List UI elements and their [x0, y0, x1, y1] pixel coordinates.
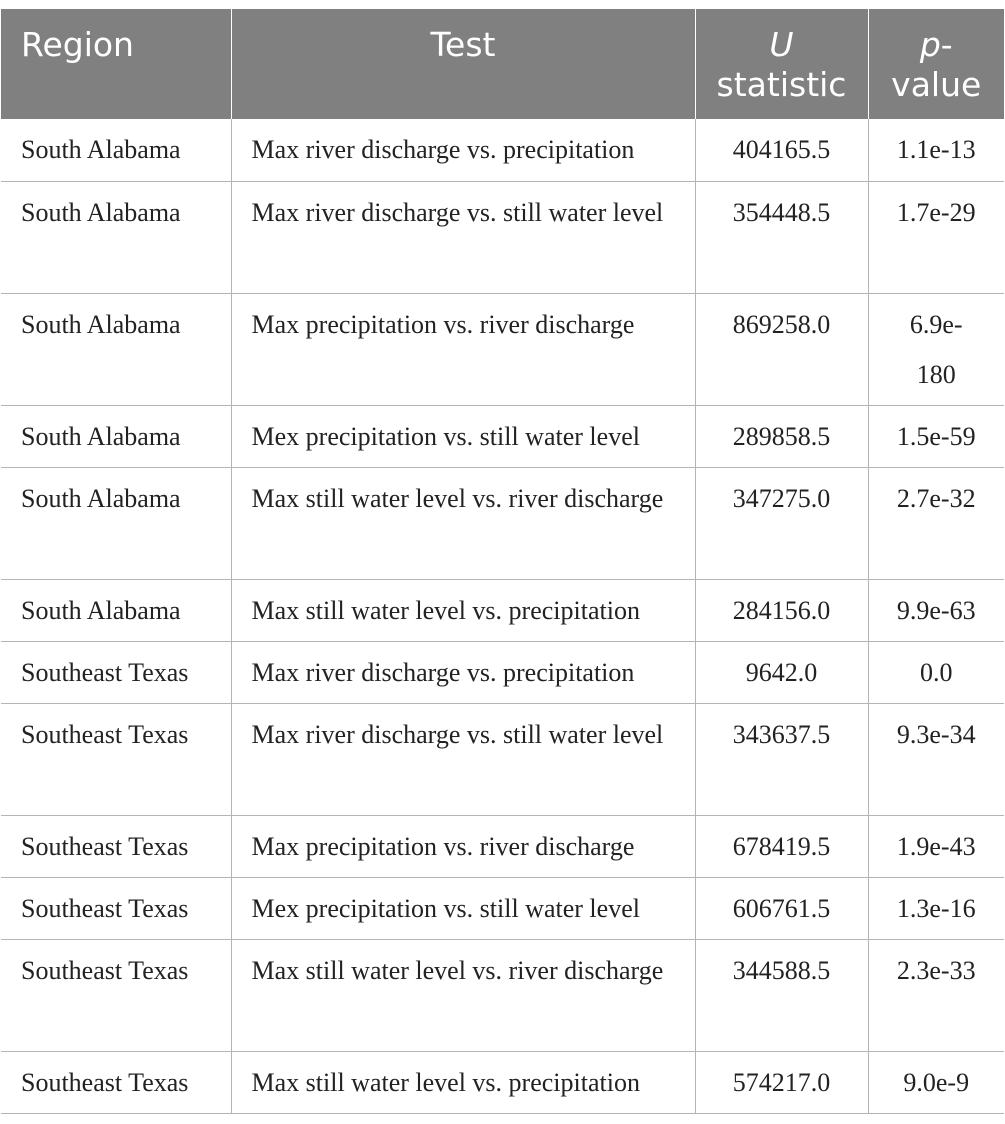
u-statistic-cell: 343637.5 [695, 703, 868, 815]
p-value-cell: 1.3e-16 [868, 877, 1004, 939]
region-cell: Southeast Texas [1, 815, 231, 877]
p-value-cell: 9.9e-63 [868, 579, 1004, 641]
test-cell: Mex precipitation vs. still water level [231, 405, 695, 467]
table-row [1, 815, 1004, 877]
p-value-cell: 0.0 [868, 641, 1004, 703]
u-statistic-cell: 9642.0 [695, 641, 868, 703]
p-value-cell: 1.9e-43 [868, 815, 1004, 877]
test-cell: Max still water level vs. river discharge [231, 467, 695, 579]
p-value-cell: 1.1e-13 [868, 119, 1004, 181]
p-value-cell: 1.7e-29 [868, 181, 1004, 293]
table-row [1, 293, 1004, 405]
p-rest: value [891, 65, 982, 104]
p-value-cell: 2.3e-33 [868, 939, 1004, 1051]
table-row [1, 939, 1004, 1051]
table-row [1, 703, 1004, 815]
p-value-cell: 1.5e-59 [868, 405, 1004, 467]
region-cell: Southeast Texas [1, 703, 231, 815]
table-row [1, 405, 1004, 467]
test-cell: Max river discharge vs. precipitation [231, 641, 695, 703]
test-cell: Max precipitation vs. river discharge [231, 815, 695, 877]
u-statistic-cell: 678419.5 [695, 815, 868, 877]
test-cell: Max still water level vs. precipitation [231, 1051, 695, 1113]
header-p-value: p- value [868, 9, 1004, 119]
region-cell: South Alabama [1, 293, 231, 405]
region-cell: South Alabama [1, 579, 231, 641]
p-value-cell: 6.9e-180 [868, 293, 1004, 405]
table-row [1, 119, 1004, 181]
u-word: statistic [716, 65, 847, 104]
test-cell: Max river discharge vs. still water level [231, 181, 695, 293]
region-cell: South Alabama [1, 405, 231, 467]
region-cell: Southeast Texas [1, 1051, 231, 1113]
u-statistic-cell: 869258.0 [695, 293, 868, 405]
table-row [1, 641, 1004, 703]
test-cell: Max precipitation vs. river discharge [231, 293, 695, 405]
table-row [1, 1051, 1004, 1113]
header-test: Test [231, 9, 695, 119]
region-cell: South Alabama [1, 119, 231, 181]
region-cell: Southeast Texas [1, 939, 231, 1051]
u-statistic-cell: 354448.5 [695, 181, 868, 293]
p-value-cell: 9.0e-9 [868, 1051, 1004, 1113]
test-cell: Max still water level vs. precipitation [231, 579, 695, 641]
u-statistic-cell: 404165.5 [695, 119, 868, 181]
table-row [1, 579, 1004, 641]
test-cell: Max river discharge vs. still water level [231, 703, 695, 815]
region-cell: South Alabama [1, 181, 231, 293]
test-cell: Mex precipitation vs. still water level [231, 877, 695, 939]
table-row [1, 877, 1004, 939]
u-statistic-cell: 347275.0 [695, 467, 868, 579]
p-value-cell: 2.7e-32 [868, 467, 1004, 579]
p-value-cell: 9.3e-34 [868, 703, 1004, 815]
u-statistic-cell: 289858.5 [695, 405, 868, 467]
table-row [1, 181, 1004, 293]
test-cell: Max still water level vs. river discharge [231, 939, 695, 1051]
table-row [1, 467, 1004, 579]
u-statistic-cell: 344588.5 [695, 939, 868, 1051]
p-symbol: p [919, 25, 941, 64]
u-statistic-cell: 606761.5 [695, 877, 868, 939]
header-u-statistic [695, 9, 868, 119]
u-statistic-cell: 574217.0 [695, 1051, 868, 1113]
test-cell: Max river discharge vs. precipitation [231, 119, 695, 181]
region-cell: Southeast Texas [1, 877, 231, 939]
header-row [1, 9, 1004, 119]
header-region: Region [1, 9, 231, 119]
region-cell: South Alabama [1, 467, 231, 579]
u-statistic-cell: 284156.0 [695, 579, 868, 641]
region-cell: Southeast Texas [1, 641, 231, 703]
u-symbol: U [769, 25, 794, 64]
results-table [1, 9, 1004, 1114]
